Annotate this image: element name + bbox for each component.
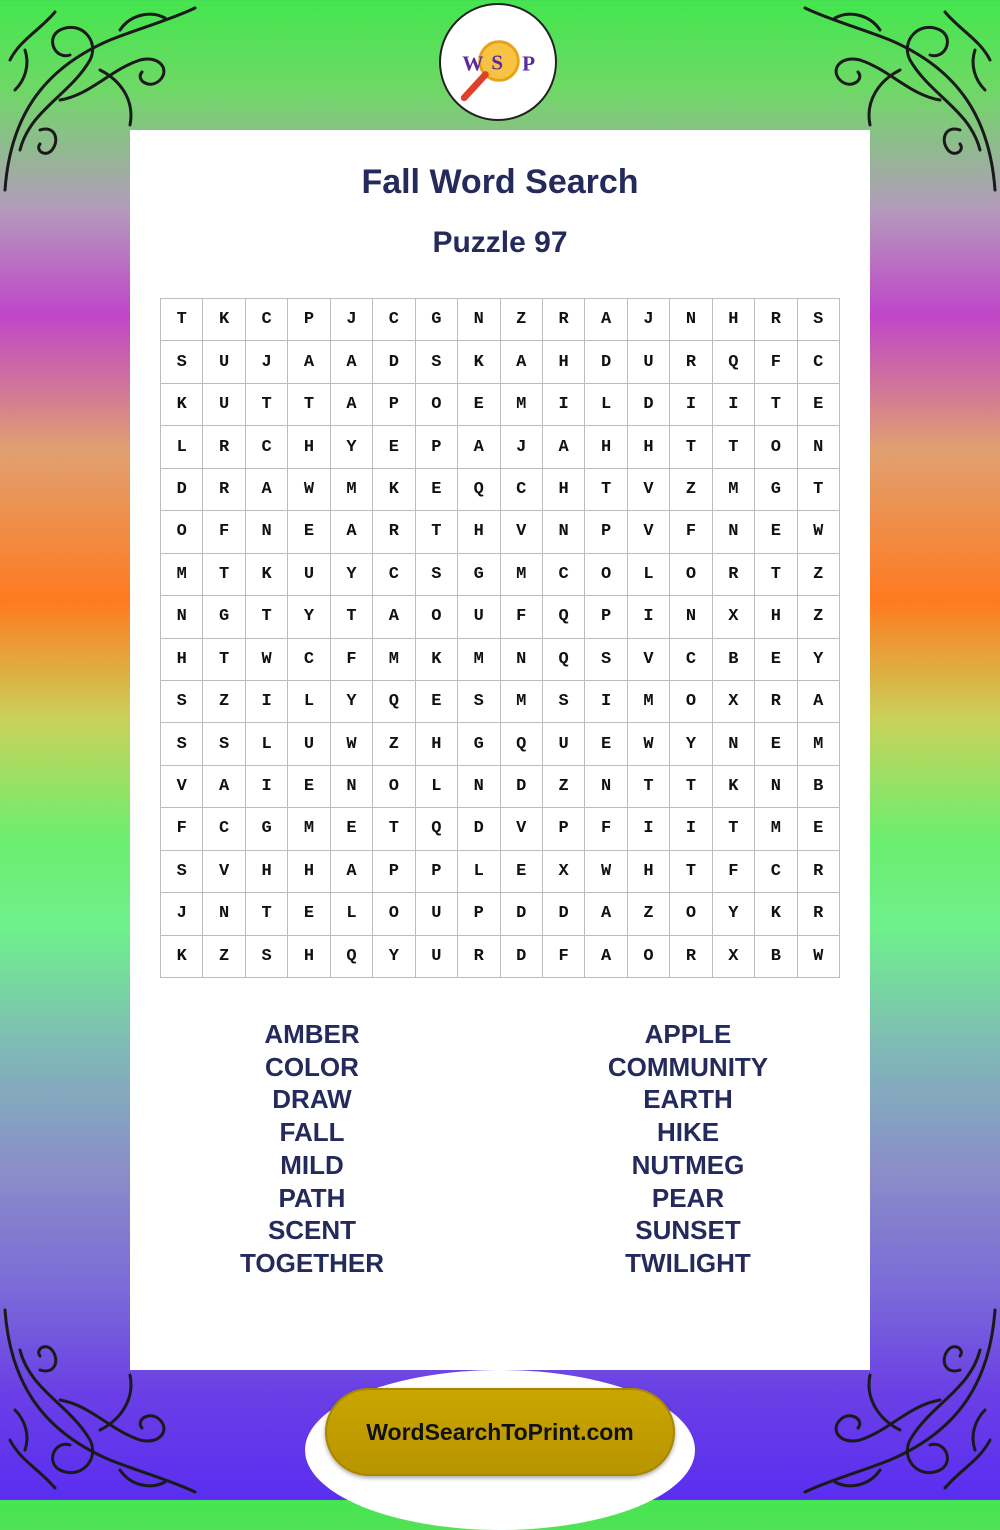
grid-cell[interactable]: W — [628, 723, 670, 765]
grid-cell[interactable]: T — [798, 469, 840, 511]
grid-cell[interactable]: H — [543, 469, 585, 511]
grid-cell[interactable]: B — [755, 936, 797, 978]
grid-cell[interactable]: R — [373, 511, 415, 553]
grid-cell[interactable]: H — [628, 426, 670, 468]
grid-cell[interactable]: T — [670, 766, 712, 808]
word-list-left — [162, 1018, 462, 1280]
grid-cell[interactable]: V — [501, 808, 543, 850]
grid-cell[interactable]: T — [203, 554, 245, 596]
grid-cell[interactable]: D — [458, 808, 500, 850]
grid-cell[interactable]: C — [246, 299, 288, 341]
grid-cell[interactable]: L — [331, 893, 373, 935]
grid-cell[interactable]: T — [373, 808, 415, 850]
grid-cell[interactable]: L — [585, 384, 627, 426]
grid-cell[interactable]: M — [458, 639, 500, 681]
grid-cell[interactable]: P — [373, 384, 415, 426]
grid-cell[interactable]: S — [203, 723, 245, 765]
grid-cell[interactable]: N — [713, 511, 755, 553]
word-list-right — [538, 1018, 838, 1280]
grid-cell[interactable]: L — [458, 851, 500, 893]
grid-cell[interactable]: C — [203, 808, 245, 850]
grid-cell[interactable]: M — [628, 681, 670, 723]
grid-cell[interactable]: D — [628, 384, 670, 426]
page-title: Fall Word Search — [361, 163, 639, 201]
grid-cell[interactable]: C — [373, 554, 415, 596]
grid-cell[interactable]: M — [713, 469, 755, 511]
grid-cell[interactable]: Q — [543, 596, 585, 638]
grid-cell[interactable]: H — [458, 511, 500, 553]
grid-cell[interactable]: G — [755, 469, 797, 511]
grid-cell[interactable]: H — [755, 596, 797, 638]
word-list-item: FALL — [279, 1117, 345, 1148]
grid-cell[interactable]: S — [161, 341, 203, 383]
grid-cell[interactable]: Q — [331, 936, 373, 978]
grid-cell[interactable]: H — [288, 851, 330, 893]
grid-cell[interactable]: Q — [713, 341, 755, 383]
grid-cell[interactable]: T — [755, 384, 797, 426]
grid-cell[interactable]: Z — [798, 596, 840, 638]
grid-cell[interactable]: K — [161, 384, 203, 426]
grid-cell[interactable]: B — [713, 639, 755, 681]
grid-cell[interactable]: T — [585, 469, 627, 511]
grid-cell[interactable]: M — [161, 554, 203, 596]
grid-cell[interactable]: U — [288, 723, 330, 765]
grid-cell[interactable]: U — [543, 723, 585, 765]
grid-cell[interactable]: A — [288, 341, 330, 383]
grid-cell[interactable]: N — [458, 766, 500, 808]
word-list-item: DRAW — [272, 1084, 352, 1115]
grid-cell[interactable]: S — [161, 851, 203, 893]
grid-cell[interactable]: E — [585, 723, 627, 765]
logo-letter-s: S — [491, 50, 504, 75]
grid-cell[interactable]: C — [798, 341, 840, 383]
grid-cell[interactable]: Y — [331, 426, 373, 468]
grid-cell[interactable]: E — [416, 681, 458, 723]
grid-cell[interactable]: X — [543, 851, 585, 893]
grid-cell[interactable]: C — [501, 469, 543, 511]
grid-cell[interactable]: T — [416, 511, 458, 553]
grid-cell[interactable]: P — [585, 511, 627, 553]
grid-cell[interactable]: O — [670, 681, 712, 723]
grid-cell[interactable]: B — [798, 766, 840, 808]
grid-cell[interactable]: R — [670, 936, 712, 978]
grid-cell[interactable]: Y — [670, 723, 712, 765]
grid-cell[interactable]: H — [713, 299, 755, 341]
grid-cell[interactable]: A — [331, 851, 373, 893]
grid-cell[interactable]: N — [670, 596, 712, 638]
grid-cell[interactable]: F — [585, 808, 627, 850]
grid-cell[interactable]: Q — [458, 469, 500, 511]
grid-cell[interactable]: W — [585, 851, 627, 893]
grid-cell[interactable]: N — [161, 596, 203, 638]
grid-cell[interactable]: A — [458, 426, 500, 468]
grid-cell[interactable]: U — [458, 596, 500, 638]
grid-cell[interactable]: D — [501, 893, 543, 935]
grid-cell[interactable]: D — [585, 341, 627, 383]
grid-cell[interactable]: M — [755, 808, 797, 850]
grid-cell[interactable]: N — [458, 299, 500, 341]
grid-cell[interactable]: V — [203, 851, 245, 893]
grid-cell[interactable]: R — [755, 681, 797, 723]
grid-cell[interactable]: J — [246, 341, 288, 383]
logo-letter-p: P — [522, 51, 536, 76]
grid-cell[interactable]: A — [585, 936, 627, 978]
grid-cell[interactable]: K — [373, 469, 415, 511]
grid-cell[interactable]: H — [543, 341, 585, 383]
grid-cell[interactable]: E — [798, 384, 840, 426]
grid-cell[interactable]: N — [713, 723, 755, 765]
grid-cell[interactable]: L — [416, 766, 458, 808]
grid-cell[interactable]: D — [501, 936, 543, 978]
grid-cell[interactable]: Z — [203, 936, 245, 978]
grid-cell[interactable]: K — [416, 639, 458, 681]
grid-cell[interactable]: Q — [416, 808, 458, 850]
grid-cell[interactable]: J — [628, 299, 670, 341]
word-list-item: COLOR — [265, 1051, 359, 1082]
grid-cell[interactable]: P — [288, 299, 330, 341]
grid-cell[interactable]: N — [203, 893, 245, 935]
grid-cell[interactable]: D — [543, 893, 585, 935]
grid-cell[interactable]: U — [628, 341, 670, 383]
grid-cell[interactable]: I — [628, 808, 670, 850]
grid-cell[interactable]: E — [331, 808, 373, 850]
grid-cell[interactable]: K — [755, 893, 797, 935]
grid-cell[interactable]: S — [416, 554, 458, 596]
grid-cell[interactable]: N — [331, 766, 373, 808]
grid-cell[interactable]: S — [416, 341, 458, 383]
magnifier-handle — [464, 75, 485, 98]
grid-cell[interactable]: N — [246, 511, 288, 553]
grid-cell[interactable]: G — [246, 808, 288, 850]
grid-cell[interactable]: Y — [798, 639, 840, 681]
grid-cell[interactable]: V — [501, 511, 543, 553]
grid-cell[interactable]: A — [331, 511, 373, 553]
grid-cell[interactable]: L — [288, 681, 330, 723]
grid-cell[interactable]: Z — [670, 469, 712, 511]
grid-cell[interactable]: S — [543, 681, 585, 723]
grid-cell[interactable]: Y — [373, 936, 415, 978]
grid-cell[interactable]: I — [543, 384, 585, 426]
grid-cell[interactable]: J — [501, 426, 543, 468]
grid-cell[interactable]: V — [628, 469, 670, 511]
grid-cell[interactable]: F — [543, 936, 585, 978]
grid-cell[interactable]: U — [288, 554, 330, 596]
website-button[interactable]: WordSearchToPrint.com — [325, 1388, 675, 1476]
grid-cell[interactable]: N — [798, 426, 840, 468]
grid-cell[interactable]: V — [161, 766, 203, 808]
grid-cell[interactable]: E — [798, 808, 840, 850]
grid-cell[interactable]: F — [331, 639, 373, 681]
grid-cell[interactable]: E — [458, 384, 500, 426]
grid-cell[interactable]: W — [246, 639, 288, 681]
grid-cell[interactable]: I — [246, 681, 288, 723]
grid-cell[interactable]: H — [288, 426, 330, 468]
grid-cell[interactable]: P — [373, 851, 415, 893]
grid-cell[interactable]: Z — [373, 723, 415, 765]
grid-cell[interactable]: V — [628, 511, 670, 553]
grid-cell[interactable]: P — [416, 851, 458, 893]
grid-cell[interactable]: T — [670, 851, 712, 893]
grid-cell[interactable]: E — [501, 851, 543, 893]
grid-cell[interactable]: N — [585, 766, 627, 808]
grid-cell[interactable]: A — [246, 469, 288, 511]
grid-cell[interactable]: F — [501, 596, 543, 638]
grid-cell[interactable]: N — [670, 299, 712, 341]
grid-cell[interactable]: E — [288, 766, 330, 808]
grid-cell[interactable]: C — [543, 554, 585, 596]
grid-cell[interactable]: D — [373, 341, 415, 383]
letter-grid[interactable] — [160, 298, 840, 978]
grid-cell[interactable]: T — [628, 766, 670, 808]
grid-cell[interactable]: G — [203, 596, 245, 638]
grid-cell[interactable]: C — [288, 639, 330, 681]
grid-cell[interactable]: I — [713, 384, 755, 426]
grid-cell[interactable]: X — [713, 596, 755, 638]
grid-cell[interactable]: T — [246, 596, 288, 638]
word-list-item: PATH — [278, 1182, 346, 1213]
grid-cell[interactable]: S — [458, 681, 500, 723]
grid-cell[interactable]: R — [203, 426, 245, 468]
grid-cell[interactable]: M — [373, 639, 415, 681]
grid-cell[interactable]: U — [203, 341, 245, 383]
grid-cell[interactable]: P — [543, 808, 585, 850]
grid-cell[interactable]: F — [713, 851, 755, 893]
grid-cell[interactable]: L — [246, 723, 288, 765]
word-list-item: TOGETHER — [240, 1247, 384, 1278]
grid-cell[interactable]: I — [670, 384, 712, 426]
grid-cell[interactable]: F — [670, 511, 712, 553]
grid-cell[interactable]: O — [416, 596, 458, 638]
grid-cell[interactable]: H — [416, 723, 458, 765]
grid-cell[interactable]: M — [501, 384, 543, 426]
grid-cell[interactable]: U — [416, 893, 458, 935]
grid-cell[interactable]: S — [585, 639, 627, 681]
grid-cell[interactable]: E — [373, 426, 415, 468]
grid-cell[interactable]: A — [331, 341, 373, 383]
grid-cell[interactable]: W — [798, 511, 840, 553]
grid-cell[interactable]: I — [628, 596, 670, 638]
grid-cell[interactable]: E — [416, 469, 458, 511]
grid-cell[interactable]: Y — [713, 893, 755, 935]
grid-cell[interactable]: R — [543, 299, 585, 341]
grid-cell[interactable]: T — [288, 384, 330, 426]
grid-cell[interactable]: X — [713, 936, 755, 978]
grid-cell[interactable]: E — [755, 723, 797, 765]
grid-cell[interactable]: S — [798, 299, 840, 341]
grid-cell[interactable]: D — [501, 766, 543, 808]
grid-cell[interactable]: J — [161, 893, 203, 935]
grid-cell[interactable]: A — [543, 426, 585, 468]
grid-cell[interactable]: C — [670, 639, 712, 681]
grid-cell[interactable]: E — [755, 639, 797, 681]
grid-cell[interactable]: F — [203, 511, 245, 553]
grid-cell[interactable]: I — [246, 766, 288, 808]
puzzle-number: Puzzle 97 — [432, 226, 568, 259]
grid-cell[interactable]: T — [713, 808, 755, 850]
grid-cell[interactable]: N — [755, 766, 797, 808]
grid-cell[interactable]: K — [246, 554, 288, 596]
grid-cell[interactable]: R — [798, 893, 840, 935]
grid-cell[interactable]: A — [585, 299, 627, 341]
grid-cell[interactable]: O — [628, 936, 670, 978]
word-list-item: MILD — [280, 1149, 344, 1180]
grid-cell[interactable]: R — [458, 936, 500, 978]
grid-cell[interactable]: W — [331, 723, 373, 765]
grid-cell[interactable]: E — [755, 511, 797, 553]
grid-cell[interactable]: A — [798, 681, 840, 723]
grid-cell[interactable]: M — [331, 469, 373, 511]
grid-cell[interactable]: W — [798, 936, 840, 978]
grid-cell[interactable]: T — [203, 639, 245, 681]
grid-cell[interactable]: I — [585, 681, 627, 723]
grid-cell[interactable]: P — [585, 596, 627, 638]
grid-cell[interactable]: Z — [203, 681, 245, 723]
grid-cell[interactable]: A — [203, 766, 245, 808]
grid-cell[interactable]: X — [713, 681, 755, 723]
grid-cell[interactable]: L — [628, 554, 670, 596]
word-list-item: HIKE — [656, 1117, 720, 1148]
grid-cell[interactable]: T — [713, 426, 755, 468]
grid-cell[interactable]: T — [755, 554, 797, 596]
grid-cell[interactable]: N — [501, 639, 543, 681]
grid-cell[interactable]: W — [288, 469, 330, 511]
grid-cell[interactable]: Z — [798, 554, 840, 596]
word-list-item: SCENT — [267, 1215, 357, 1246]
word-list-item: AMBER — [264, 1019, 360, 1049]
grid-cell[interactable]: F — [755, 341, 797, 383]
grid-cell[interactable]: P — [458, 893, 500, 935]
grid-cell[interactable]: U — [416, 936, 458, 978]
grid-cell[interactable]: U — [203, 384, 245, 426]
grid-cell[interactable]: H — [628, 851, 670, 893]
grid-cell[interactable]: T — [331, 596, 373, 638]
grid-cell[interactable]: O — [670, 554, 712, 596]
word-list-item: APPLE — [644, 1019, 732, 1049]
grid-cell[interactable]: R — [713, 554, 755, 596]
grid-cell[interactable]: Z — [543, 766, 585, 808]
grid-cell[interactable]: C — [755, 851, 797, 893]
grid-cell[interactable]: G — [458, 554, 500, 596]
site-logo[interactable] — [439, 3, 557, 121]
word-list-item: PEAR — [651, 1182, 725, 1213]
word-list-item: SUNSET — [635, 1215, 741, 1246]
grid-cell[interactable]: M — [501, 681, 543, 723]
grid-cell[interactable]: M — [288, 808, 330, 850]
grid-cell[interactable]: J — [331, 299, 373, 341]
grid-cell[interactable]: Q — [501, 723, 543, 765]
grid-cell[interactable]: E — [288, 511, 330, 553]
grid-cell[interactable]: D — [161, 469, 203, 511]
grid-cell[interactable]: A — [331, 384, 373, 426]
grid-cell[interactable]: K — [713, 766, 755, 808]
grid-cell[interactable]: A — [501, 341, 543, 383]
grid-cell[interactable]: T — [161, 299, 203, 341]
grid-cell[interactable]: F — [161, 808, 203, 850]
grid-cell[interactable]: Y — [288, 596, 330, 638]
grid-cell[interactable]: A — [373, 596, 415, 638]
grid-cell[interactable]: O — [416, 384, 458, 426]
grid-cell[interactable]: A — [585, 893, 627, 935]
word-list-item: TWILIGHT — [625, 1247, 751, 1278]
grid-cell[interactable]: H — [288, 936, 330, 978]
grid-cell[interactable]: I — [670, 808, 712, 850]
grid-cell[interactable]: O — [161, 511, 203, 553]
grid-cell[interactable]: V — [628, 639, 670, 681]
grid-cell[interactable]: Z — [628, 893, 670, 935]
grid-cell[interactable]: Y — [331, 554, 373, 596]
grid-cell[interactable]: S — [161, 681, 203, 723]
grid-cell[interactable]: Q — [373, 681, 415, 723]
grid-cell[interactable]: K — [161, 936, 203, 978]
grid-cell[interactable]: Y — [331, 681, 373, 723]
grid-cell[interactable]: M — [501, 554, 543, 596]
grid-cell[interactable]: T — [246, 384, 288, 426]
grid-cell[interactable]: R — [670, 341, 712, 383]
grid-cell[interactable]: C — [373, 299, 415, 341]
grid-cell[interactable]: T — [246, 893, 288, 935]
grid-cell[interactable]: E — [288, 893, 330, 935]
grid-cell[interactable]: O — [755, 426, 797, 468]
grid-cell[interactable]: O — [373, 766, 415, 808]
grid-cell[interactable]: H — [161, 639, 203, 681]
grid-cell[interactable]: N — [543, 511, 585, 553]
grid-cell[interactable]: C — [246, 426, 288, 468]
grid-cell[interactable]: Q — [543, 639, 585, 681]
grid-cell[interactable]: S — [246, 936, 288, 978]
grid-cell[interactable]: G — [458, 723, 500, 765]
grid-cell[interactable]: R — [203, 469, 245, 511]
grid-cell[interactable]: P — [416, 426, 458, 468]
grid-cell[interactable]: K — [203, 299, 245, 341]
word-list-item: EARTH — [643, 1084, 733, 1115]
grid-cell[interactable]: K — [458, 341, 500, 383]
grid-cell[interactable]: M — [798, 723, 840, 765]
grid-cell[interactable]: O — [670, 893, 712, 935]
word-list-item: NUTMEG — [631, 1149, 745, 1180]
grid-cell[interactable]: H — [246, 851, 288, 893]
grid-cell[interactable]: R — [798, 851, 840, 893]
grid-cell[interactable]: R — [755, 299, 797, 341]
grid-cell[interactable]: G — [416, 299, 458, 341]
grid-cell[interactable]: O — [373, 893, 415, 935]
grid-cell[interactable]: T — [670, 426, 712, 468]
logo-letter-w: W — [462, 51, 484, 76]
grid-cell[interactable]: Z — [501, 299, 543, 341]
word-list-item: COMMUNITY — [607, 1051, 769, 1082]
grid-cell[interactable]: O — [585, 554, 627, 596]
grid-cell[interactable]: L — [161, 426, 203, 468]
grid-cell[interactable]: H — [585, 426, 627, 468]
grid-cell[interactable]: S — [161, 723, 203, 765]
